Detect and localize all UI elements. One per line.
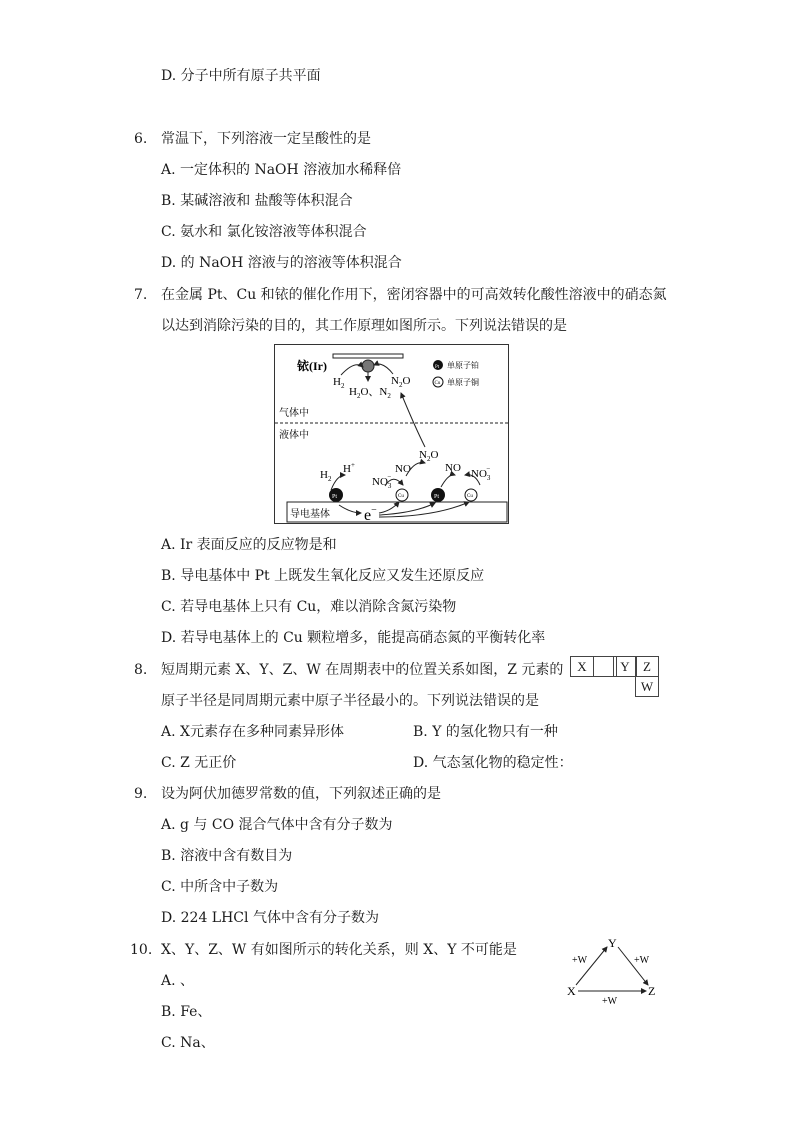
q9-option-c: C. 中所含中子数为 [161,879,279,895]
electron-label: e− [364,505,377,523]
ir-plate [333,354,403,358]
q6-option-a: A. 一定体积的 NaOH 溶液加水稀释倍 [161,162,402,178]
arrow-x-to-y [576,947,607,985]
q7-stem-line2: 以达到消除污染的目的，其工作原理如图所示。下列说法错误的是 [161,318,567,334]
arrow-n2o-rise [401,393,425,447]
label-w-right: +W [634,955,650,966]
no3-left-label: $NO_3-$ [372,473,392,490]
q8-option-d: D. 气态氢化物的稳定性： [413,755,573,771]
label-w-bottom: +W [602,996,618,1007]
q10-option-a: A. 、 [161,973,195,989]
no-right-label: NO [445,462,461,474]
pt-badge-2: Pt [434,494,440,500]
q10-option-c: C. Na、 [161,1035,215,1051]
cell-w: W [635,676,659,697]
q7-option-a: A. Ir 表面反应的反应物是和 [161,537,337,553]
node-y: Y [608,936,617,950]
arrow-pt-to-no [441,475,455,487]
h-plus-label: H+ [343,461,355,475]
arrow-y-to-z [618,947,648,985]
q8-option-c: C. Z 无正价 [161,755,237,771]
legend-cu-text: 单原子铜 [447,378,479,387]
question-number-7: 7. [134,287,148,303]
liquid-phase-label: 液体中 [279,430,309,441]
q10-stem: X、Y、Z、W 有如图所示的转化关系，则 X、Y 不可能是 [161,942,517,958]
legend-pt-badge: Pt [435,365,440,370]
question-number-8: 8. [134,662,148,678]
label-w-left: +W [572,955,588,966]
q9-stem: 设为阿伏加德罗常数的值，下列叙述正确的是 [161,786,441,802]
question-number-6: 6. [134,131,148,147]
cell-z: Z [635,656,659,677]
q9-option-d: D. 224 LHCl 气体中含有分子数为 [161,910,379,926]
q7-reaction-figure [274,344,509,524]
arrow-n2o-to-ir [374,364,393,374]
question-number-9: 9. [134,786,148,802]
q5-option-d: D. 分子中所有原子共平面 [161,68,321,84]
h2-bottom-label: $H_2$ [320,469,332,483]
q7-option-d: D. 若导电基体上的 Cu 颗粒增多，能提高硝态氮的平衡转化率 [161,630,546,646]
q6-option-b: B. 某碱溶液和 盐酸等体积混合 [161,193,353,209]
substrate-label: 导电基体 [290,509,330,520]
h2-top-label: $H_2$ [333,376,345,390]
cu-badge-1: Cu [398,494,404,499]
question-number-10: 10. [130,942,153,958]
legend-pt-text: 单原子铂 [447,361,479,370]
no3-right-label: $NO_3-$ [471,465,491,482]
q9-option-b: B. 溶液中含有数目为 [161,848,293,864]
q7-stem-line1: 在金属 Pt、Cu 和铱的催化作用下，密闭容器中的可高效转化酸性溶液中的硝态氮 [161,287,667,303]
arrow-h2-to-ir [341,365,363,375]
pt-badge-1: Pt [332,494,338,500]
no-left-label: NO [395,463,411,475]
n2o-top-label: $N_2O$ [391,375,411,389]
node-x: X [567,984,576,998]
legend-cu-badge: Cu [434,381,441,386]
n2o-mid-label: $N_2O$ [419,449,439,463]
q8-stem-line1: 短周期元素 X、Y、Z、W 在周期表中的位置关系如图，Z 元素的 [161,662,564,678]
gas-phase-label: 气体中 [279,408,309,419]
q8-option-b: B. Y 的氢化物只有一种 [413,724,558,740]
ir-label: 铱(Ir) [297,359,327,373]
q10-option-b: B. Fe、 [161,1004,212,1020]
q8-option-a: A. X元素存在多种同素异形体 [161,724,344,740]
q6-option-c: C. 氨水和 氯化铵溶液等体积混合 [161,224,367,240]
node-z: Z [648,984,656,998]
cell-x: X [570,656,594,677]
cell-y: Y [613,656,637,677]
q7-option-c: C. 若导电基体上只有 Cu，难以消除含氮污染物 [161,599,457,615]
q8-stem-line2: 原子半径是同周期元素中原子半径最小的。下列说法错误的是 [161,693,539,709]
h2o-n2-label: $H_2O$、$N_2$ [349,386,391,400]
q7-option-b: B. 导电基体中 Pt 上既发生氧化反应又发生还原反应 [161,568,485,584]
q9-option-a: A. g 与 CO 混合气体中含有分子数为 [161,817,393,833]
q6-stem: 常温下，下列溶液一定呈酸性的是 [161,131,371,147]
q6-option-d: D. 的 NaOH 溶液与的溶液等体积混合 [161,255,402,271]
arrow-h2-to-hplus [331,475,345,490]
cu-badge-2: Cu [467,494,473,499]
conversion-triangle-diagram [562,935,672,1007]
ir-catalyst-particle [362,360,374,372]
